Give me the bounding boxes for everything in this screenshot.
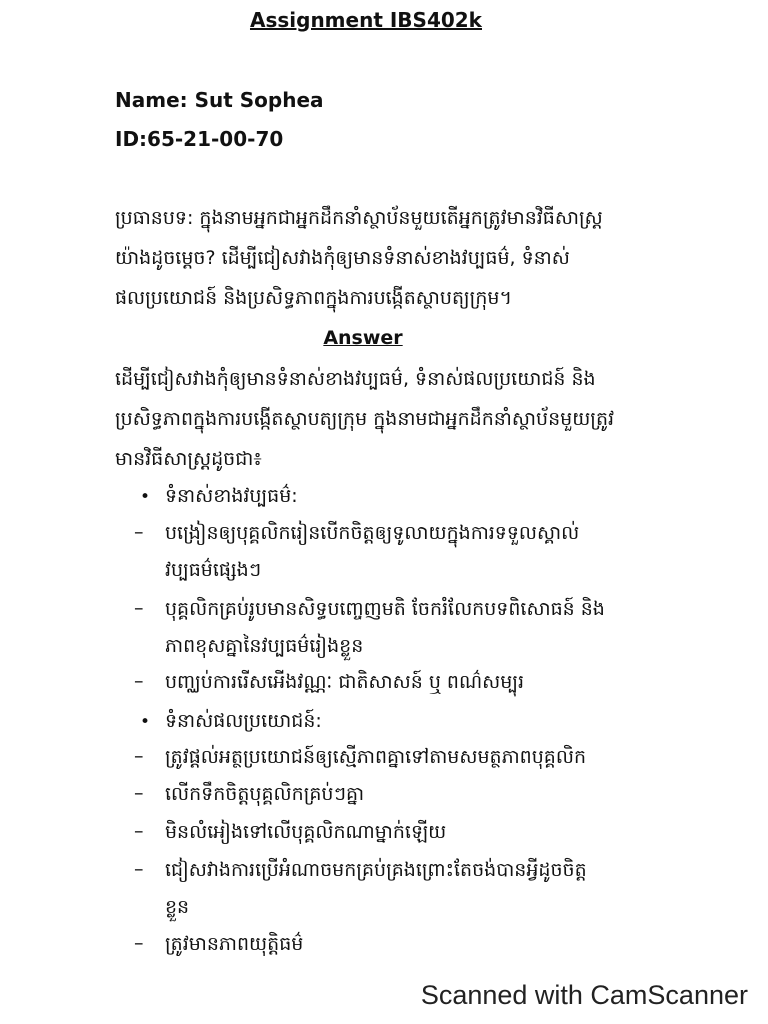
- list-marker: –: [134, 932, 144, 954]
- answer-intro-line-2: ប្រសិទ្ធភាពក្នុងការបង្កើតស្ថាបត្យក្រុម ក្នុងនាមជាអ្នកដឹកនាំស្ថាប័នមួយត្រូវ: [115, 408, 615, 430]
- list-marker: •: [140, 487, 151, 507]
- student-id: ID:65-21-00-70: [115, 127, 284, 151]
- list-item: បញ្ឈប់ការរើសអើងវណ្ណៈ ជាតិសាសន៍ ឬ ពណ៌សម្បុរ: [165, 671, 525, 693]
- list-item: បង្រៀនឲ្យបុគ្គលិករៀនបើកចិត្តឲ្យទូលាយក្នុងការទទួលស្គាល់: [165, 522, 580, 544]
- list-marker: –: [134, 521, 144, 543]
- question-line-2: យ៉ាងដូចម្តេច? ដើម្បីជៀសវាងកុំឲ្យមានទំនាស់ខាងវប្បធម៌, ទំនាស់: [115, 247, 570, 269]
- answer-heading: Answer: [323, 327, 403, 349]
- student-name: Name: Sut Sophea: [115, 88, 324, 112]
- list-item: ត្រូវផ្តល់អត្ថប្រយោជន៍ឲ្យស្មើភាពគ្នាទៅតាមសមត្ថភាពបុគ្គលិក: [165, 746, 587, 768]
- list-marker: –: [134, 782, 144, 804]
- list-marker: •: [140, 712, 151, 732]
- answer-intro-line-3: មានវិធីសាស្រ្តដូចជា៖: [115, 448, 262, 470]
- list-item-continuation: ភាពខុសគ្នានៃវប្បធម៌រៀងខ្លួន: [165, 635, 364, 657]
- list-item: លើកទឹកចិត្តបុគ្គលិកគ្រប់ៗគ្នា: [165, 783, 365, 805]
- list-marker: –: [134, 670, 144, 692]
- list-marker: –: [134, 597, 144, 619]
- list-marker: –: [134, 858, 144, 880]
- list-item-continuation: វប្បធម៌ផ្សេងៗ: [165, 559, 262, 581]
- list-item: ជៀសវាងការប្រើអំណាចមកគ្រប់គ្រងព្រោះតែចង់បានអ្វីដូចចិត្ត: [165, 859, 587, 881]
- list-item: ទំនាស់ខាងវប្បធម៌:: [165, 485, 298, 507]
- question-line-3: ផលប្រយោជន៍ និងប្រសិទ្ធភាពក្នុងការបង្កើតស្ថាបត្យក្រុម។: [115, 287, 512, 309]
- camscanner-watermark: Scanned with CamScanner: [420, 980, 748, 1010]
- list-marker: –: [134, 745, 144, 767]
- question-line-1: ប្រធានបទ: ក្នុងនាមអ្នកជាអ្នកដឹកនាំស្ថាប័នមួយតើអ្នកត្រូវមានវិធីសាស្រ្ត: [115, 207, 603, 229]
- list-item: ទំនាស់ផលប្រយោជន៍:: [165, 710, 322, 732]
- assignment-title: Assignment IBS402k: [249, 8, 482, 32]
- list-item: បុគ្គលិកគ្រប់រូបមានសិទ្ធបញ្ចេញមតិ ចែករំលែកបទពិសោធន៍ និង: [165, 598, 605, 620]
- list-item-continuation: ខ្លួន: [165, 896, 190, 918]
- list-item: ត្រូវមានភាពយុត្តិធម៌: [165, 933, 304, 955]
- list-item: មិនលំអៀងទៅលើបុគ្គលិកណាម្នាក់ឡើយ: [165, 821, 447, 843]
- list-marker: –: [134, 820, 144, 842]
- answer-intro-line-1: ដើម្បីជៀសវាងកុំឲ្យមានទំនាស់ខាងវប្បធម៌, ទំនាស់ផលប្រយោជន៍ និង: [115, 368, 596, 390]
